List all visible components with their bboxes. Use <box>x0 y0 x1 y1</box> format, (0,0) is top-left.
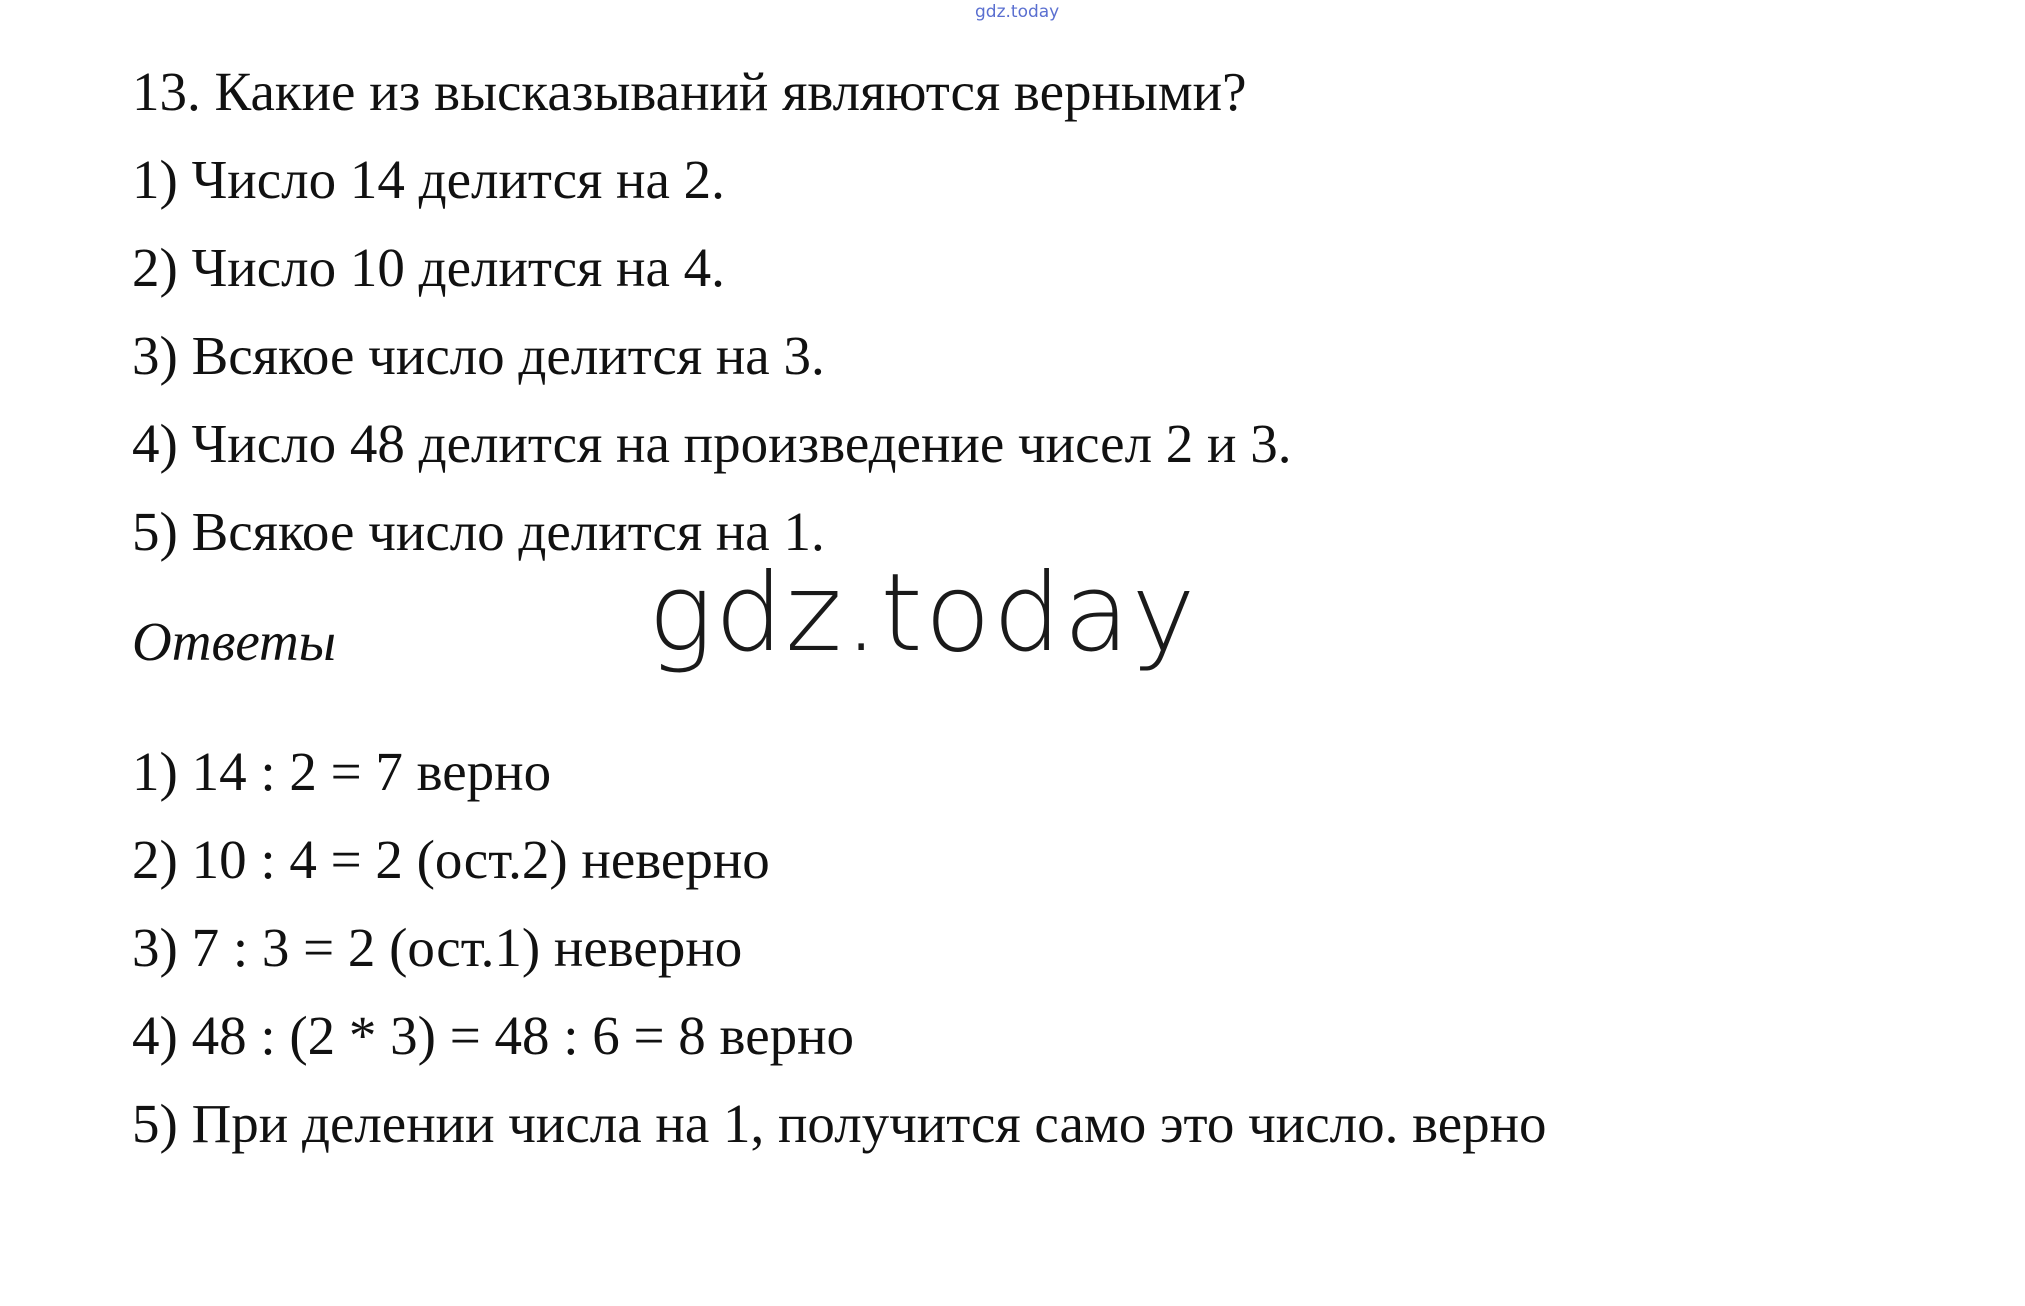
answer-5: 5) При делении числа на 1, получится само это число. верно <box>132 1093 1547 1154</box>
statement-1: 1) Число 14 делится на 2. <box>132 149 725 210</box>
answer-1: 1) 14 : 2 = 7 верно <box>132 741 552 802</box>
watermark-logo: gdz.today <box>648 551 1198 676</box>
question-title: 13. Какие из высказываний являются верными? <box>132 61 1247 122</box>
answer-4: 4) 48 : (2 * 3) = 48 : 6 = 8 верно <box>132 1005 855 1066</box>
answers-heading: Ответы <box>132 611 336 672</box>
statement-4: 4) Число 48 делится на произведение чисел 2 и 3. <box>132 413 1292 474</box>
answer-2: 2) 10 : 4 = 2 (ост.2) неверно <box>132 829 770 890</box>
watermark-small: gdz.today <box>975 2 1060 22</box>
statement-3: 3) Всякое число делится на 3. <box>132 325 825 386</box>
statement-2: 2) Число 10 делится на 4. <box>132 237 725 298</box>
statement-5: 5) Всякое число делится на 1. <box>132 501 825 562</box>
answer-3: 3) 7 : 3 = 2 (ост.1) неверно <box>132 917 743 978</box>
